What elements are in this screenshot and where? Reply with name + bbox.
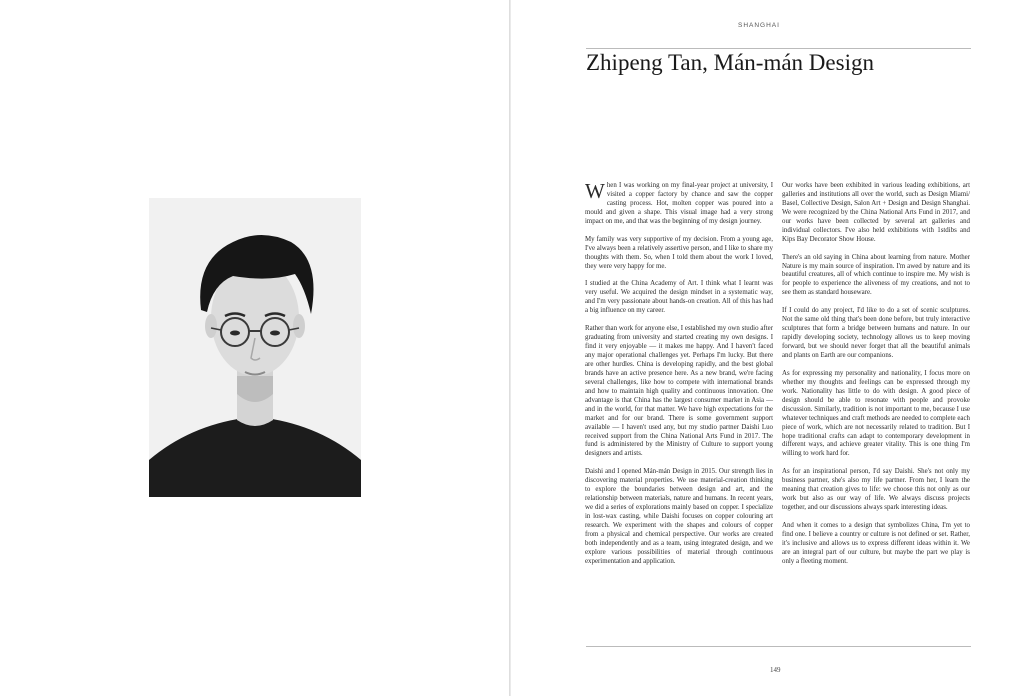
- drop-cap: W: [585, 179, 605, 203]
- running-head: SHANGHAI: [738, 22, 780, 29]
- text-column-left: [585, 179, 773, 576]
- paragraph-text: hen I was working on my final-year project at university, I visited a copper factory by chance and saw the copper casting process. Hot, molten copper was poured into a mould and given a shape. This visual image had a very strong impact on me, and that was the beginning of my design journey.: [585, 182, 773, 225]
- portrait-photo: [149, 198, 361, 497]
- top-rule: [586, 48, 971, 49]
- paragraph: Daishi and I opened Mán-mán Design in 2015. Our strength lies in discovering material properties. We use material-creation thinking to explore the boundaries between design and art, and the relationship between materials, nature and humans. In recent years, we did a series of explorations mainly based on copper. I specialize in lost-wax casting, while Daishi focuses on copper colouring art research. We experiment with the shapes and colours of copper from a physical and chemical perspective. Our works are created both independently and as a team, using integrated design, and we explore various possibilities of material through continuous experimentation and application.: [585, 468, 773, 565]
- paragraph: As for an inspirational person, I'd say Daishi. She's not only my business partner, she's also my life partner. From her, I learn the meaning that creation gives to life: we choose this not only as our work but also as our way of life. We always discuss projects together, and our discussions always spark interesting ideas.: [782, 468, 970, 512]
- paragraph: If I could do any project, I'd like to do a set of scenic sculptures. Not the same old thing that's been done before, but truly interactive sculptures that form a bridge between humans and nature. In our rapidly developing society, technology allows us to keep moving forward, but we should never forget that all the beautiful animals and plants on Earth are our companions.: [782, 307, 970, 359]
- paragraph: There's an old saying in China about learning from nature. Mother Nature is my main source of inspiration. I'm awed by nature and its beautiful creatures, all of which continue to inspire me. My wish is for people to experience the aliveness of my creations, and not to see them as standard houseware.: [782, 253, 970, 297]
- paragraph: [585, 179, 773, 227]
- paragraph: As for expressing my personality and nationality, I focus more on whether my thoughts and feelings can be expressed through my work. Nationality has little to do with design. A good piece of design should be able to resonate with people and provoke discussion. Similarly, tradition is not important to me, because I use whatever techniques and craft methods are needed to complete each piece of work, which are not necessarily related to tradition. But I hope traditional crafts can adapt to contemporary development in different ways, and achieve greater vitality. This is one thing I'm willing to work hard for.: [782, 369, 970, 458]
- bottom-rule: [586, 646, 971, 647]
- paragraph: Rather than work for anyone else, I established my own studio after graduating from university and started creating my own designs. I find it very enjoyable — it makes me happy. And I haven't faced any major operational challenges yet. Perhaps I'm lucky. But there are other hurdles. China is developing rapidly, and the best global brands have an active presence here. As a new brand, we're facing several challenges, like how to compete with international brands and how to maintain high quality and continuous innovation. One advantage is that China has the largest consumer market in Asia — and in the world, for that matter. We have high expectations for the market and for our brand. There is some government support available — I haven't used any, but my studio partner Daishi Luo received support from the China National Arts Fund in 2017. The fund is administered by the Ministry of Culture to support young designers and artists.: [585, 325, 773, 458]
- paragraph: Our works have been exhibited in various leading exhibitions, art galleries and institutions all over the world, such as Design Miami/ Basel, Collective Design, Salon Art + Design and Design Shanghai. We were recognized by the China National Arts Fund in 2017, and our works have been collected by several art galleries and individual collectors. I've also held exhibitions with 1stdibs and Kips Bay Decorator Show House.: [782, 182, 970, 243]
- page-title: Zhipeng Tan, Mán-mán Design: [586, 50, 874, 75]
- paragraph: My family was very supportive of my decision. From a young age, I've always been a relatively assertive person, and I like to share my thoughts with them. So, when I told them about the work I loved, they were very happy for me.: [585, 235, 773, 270]
- page-number: 149: [770, 666, 781, 674]
- paragraph: And when it comes to a design that symbolizes China, I'm yet to find one. I believe a country or culture is not defined or set. Rather, it's inclusive and allows us to express different ideas within it. We are an integral part of our culture, but maybe the part we play is only a fleeting moment.: [782, 521, 970, 565]
- paragraph: I studied at the China Academy of Art. I think what I learnt was very useful. We acquired the design mindset in a systematic way, and I'm very passionate about hands-on creation. All of this has had a big influence on my career.: [585, 280, 773, 315]
- text-column-right: [782, 182, 970, 576]
- portrait-photo-icon: [149, 198, 361, 497]
